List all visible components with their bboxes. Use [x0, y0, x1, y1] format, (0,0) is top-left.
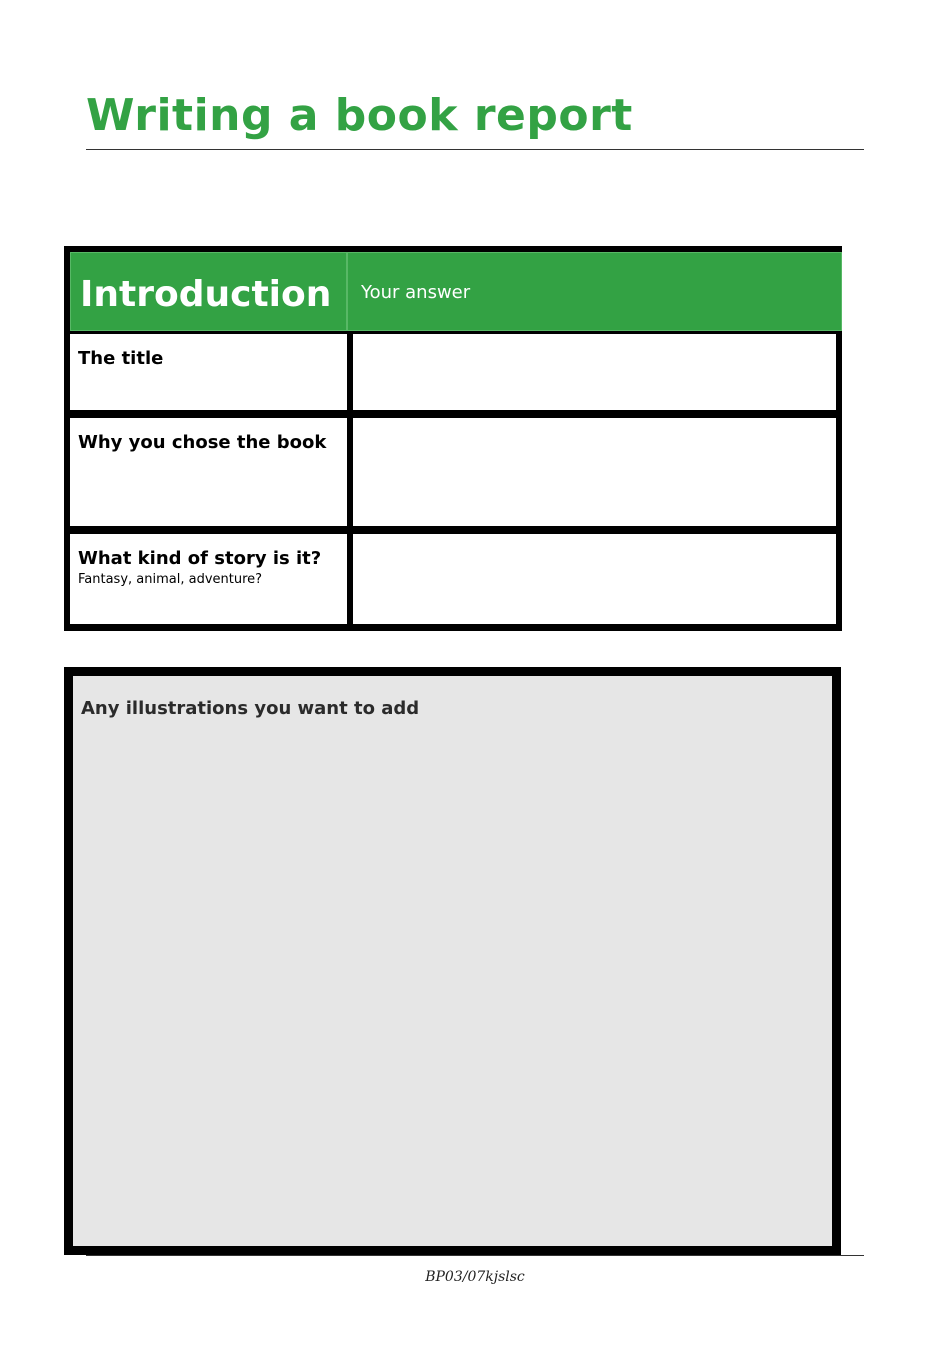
illustrations-box — [64, 667, 841, 1255]
row-label-cell-story-kind — [70, 534, 347, 624]
answer-field-reason[interactable] — [353, 418, 836, 526]
illustrations-area[interactable] — [73, 676, 832, 1246]
footer-divider — [86, 1255, 864, 1256]
row-label-title: The title — [78, 348, 164, 369]
introduction-table — [64, 246, 842, 631]
row-label-story-kind: What kind of story is it? — [78, 548, 322, 569]
intro-header-cell — [70, 252, 347, 331]
answer-field-story-kind[interactable] — [353, 534, 836, 624]
page-title: Writing a book report — [86, 90, 633, 141]
row-label-reason: Why you chose the book — [78, 432, 327, 453]
intro-header-title: Introduction — [80, 274, 332, 315]
footer-code: BP03/07kjslsc — [425, 1269, 525, 1285]
answer-field-title[interactable] — [353, 334, 836, 410]
row-hint-story-kind: Fantasy, animal, adventure? — [78, 572, 263, 587]
row-label-cell-title — [70, 334, 347, 410]
answer-header-label: Your answer — [361, 282, 471, 303]
row-label-cell-reason — [70, 418, 347, 526]
answer-header-cell — [347, 252, 842, 331]
title-divider — [86, 149, 864, 150]
illustrations-label: Any illustrations you want to add — [81, 698, 420, 719]
